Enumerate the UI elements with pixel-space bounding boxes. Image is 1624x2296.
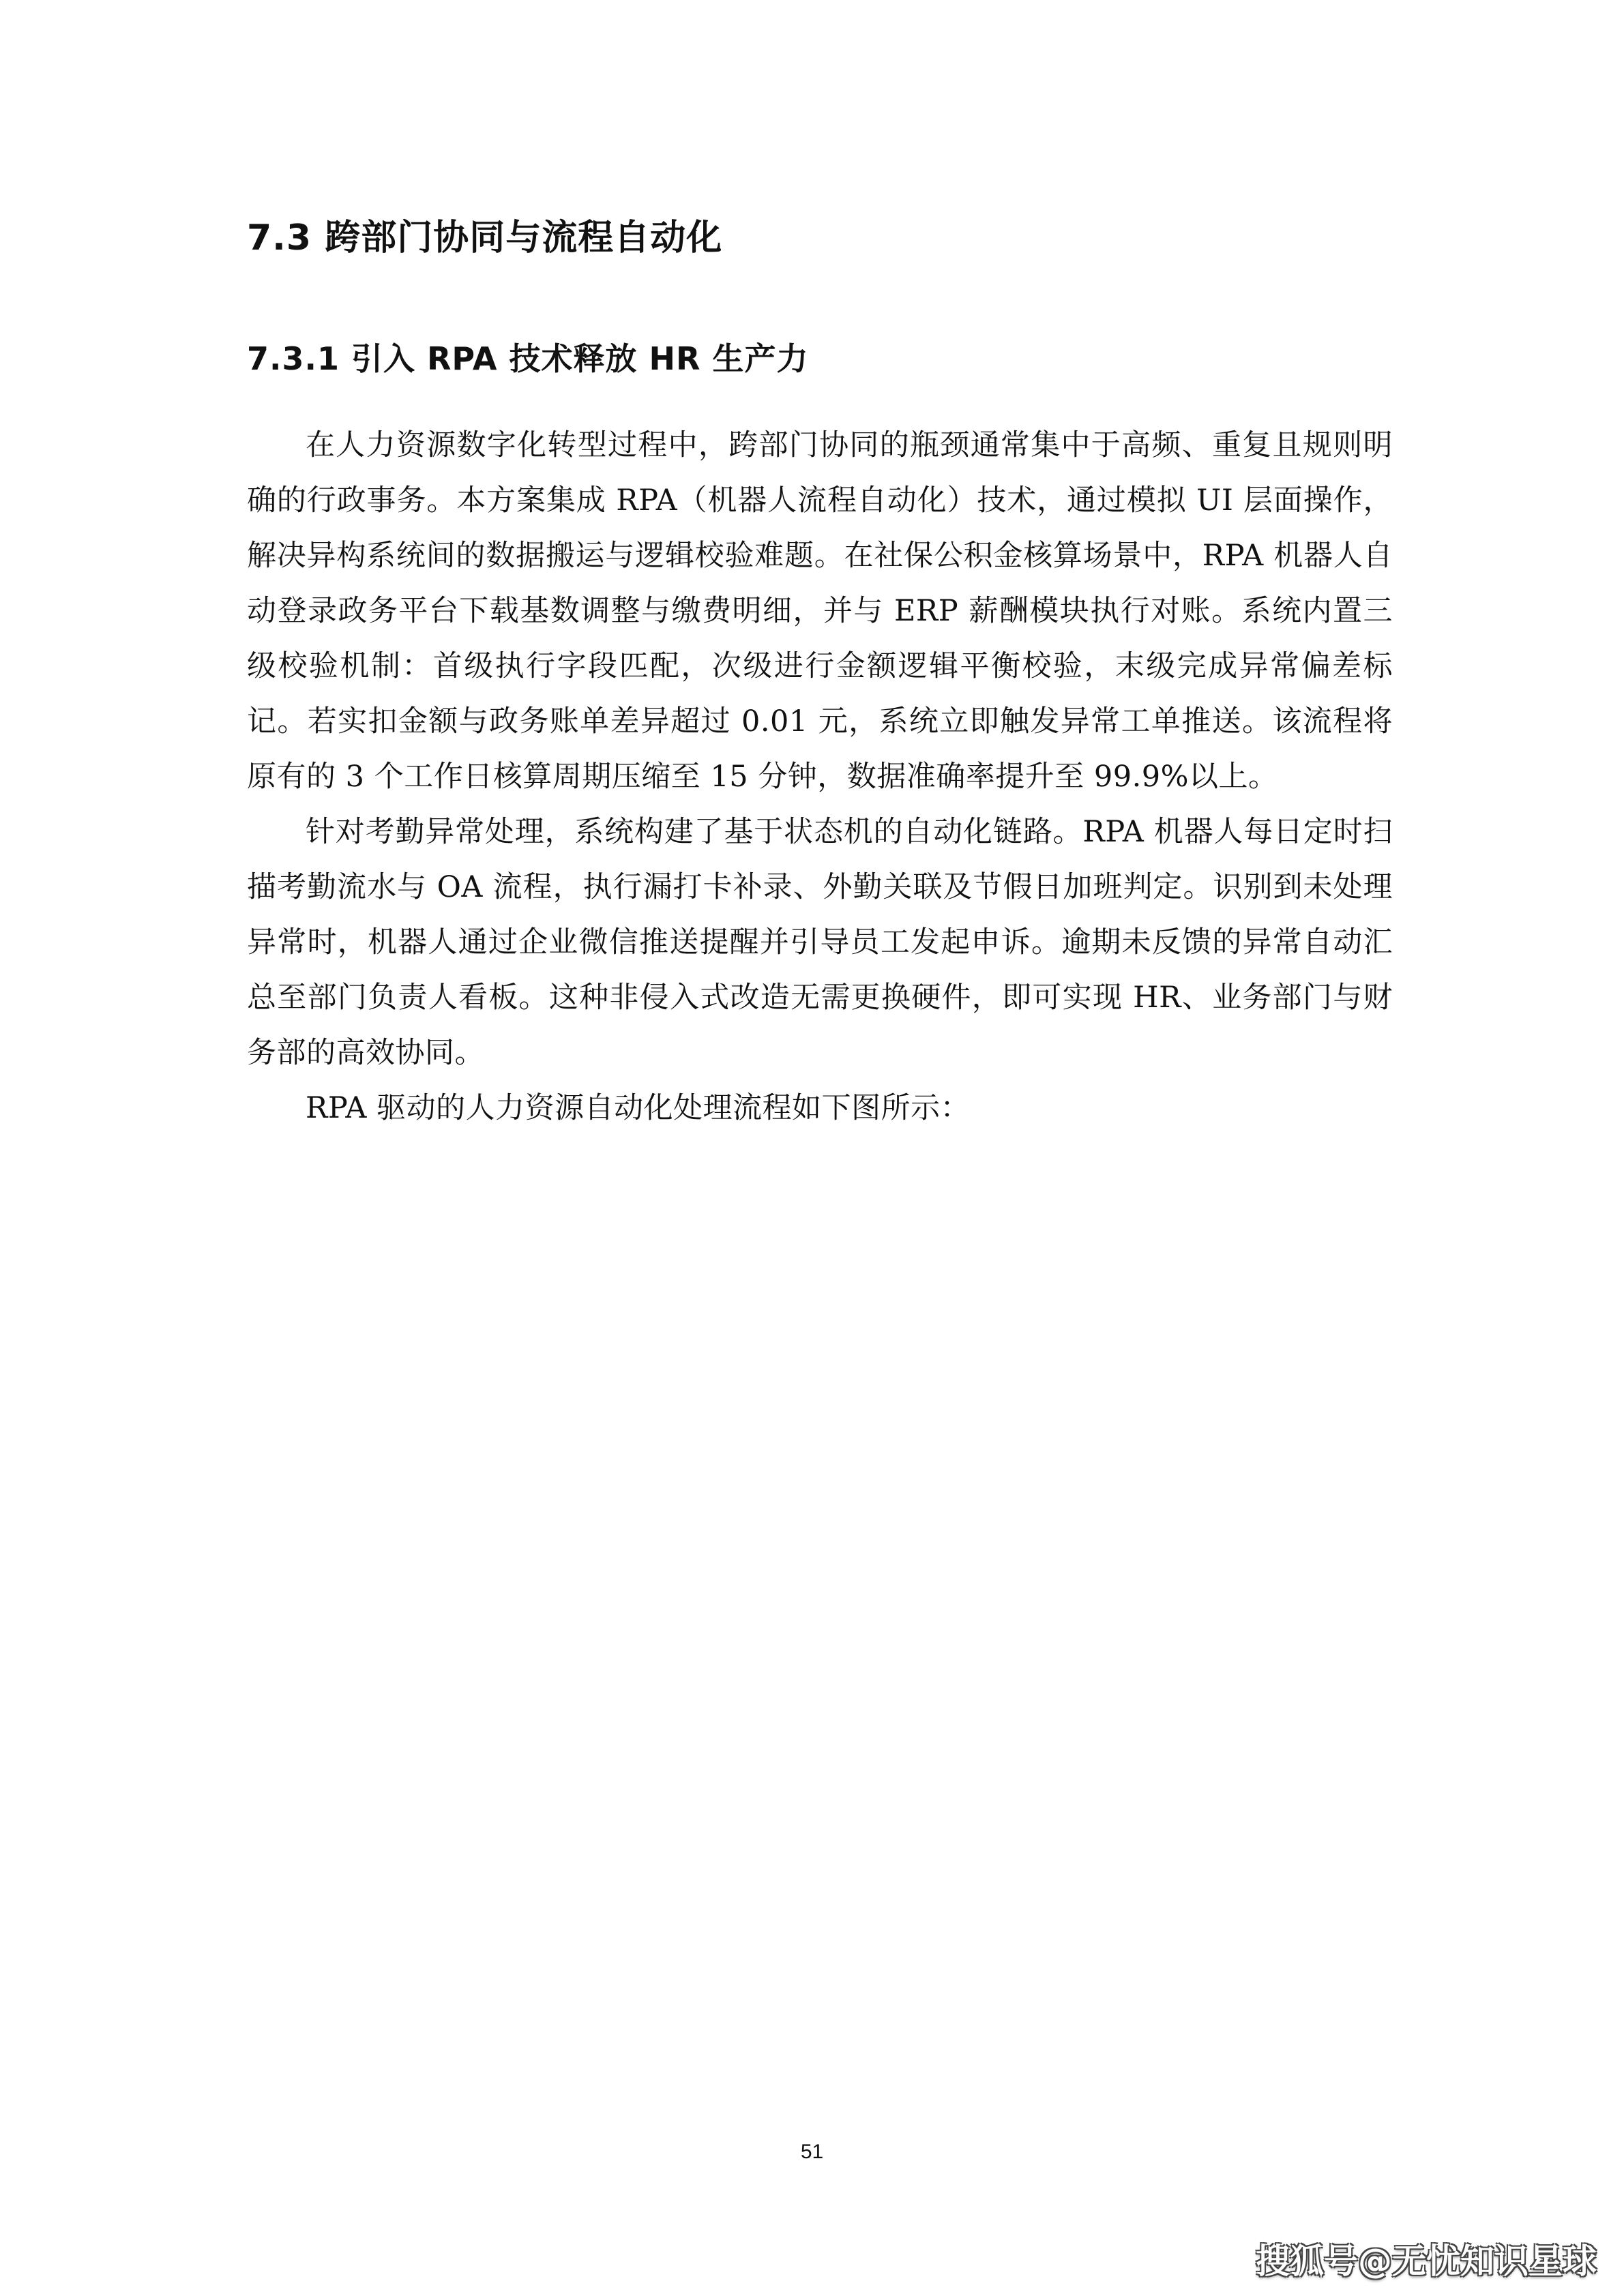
body-text xyxy=(247,418,1393,1136)
paragraph-figure-intro: RPA 驱动的人力资源自动化处理流程如下图所示： xyxy=(306,1091,971,1125)
paragraph-attendance-automation: 针对考勤异常处理，系统构建了基于状态机的自动化链路。RPA 机器人每日定时扫描考勤流水与 OA 流程，执行漏打卡补录、外勤关联及节假日加班判定。识别到未处理异常时，机器人通过企业微信推送提醒并引导员工发起申诉。逾期未反馈的异常自动汇总至部门负责人看板。这种非侵入式改造无需更换硬件，即可实现 HR、业务部门与财务部的高效协同。 xyxy=(247,815,1393,1070)
section-heading: 7.3 跨部门协同与流程自动化 xyxy=(247,218,723,258)
watermark: 搜狐号@无忧知识星球 xyxy=(1256,2241,1597,2281)
subsection-heading: 7.3.1 引入 RPA 技术释放 HR 生产力 xyxy=(247,340,809,377)
paragraph-rpa-social-security: 在人力资源数字化转型过程中，跨部门协同的瓶颈通常集中于高频、重复且规则明确的行政事务。本方案集成 RPA（机器人流程自动化）技术，通过模拟 UI 层面操作，解决异构系统间的数据搬运与逻辑校验难题。在社保公积金核算场景中，RPA 机器人自动登录政务平台下载基数调整与缴费明细，并与 ERP 薪酬模块执行对账。系统内置三级校验机制：首级执行字段匹配，次级进行金额逻辑平衡校验，末级完成异常偏差标记。若实扣金额与政务账单差异超过 0.01 元，系统立即触发异常工单推送。该流程将原有的 3 个工作日核算周期压缩至 15 分钟，数据准确率提升至 99.9%以上。 xyxy=(247,428,1393,794)
page-number: 51 xyxy=(800,2141,824,2163)
